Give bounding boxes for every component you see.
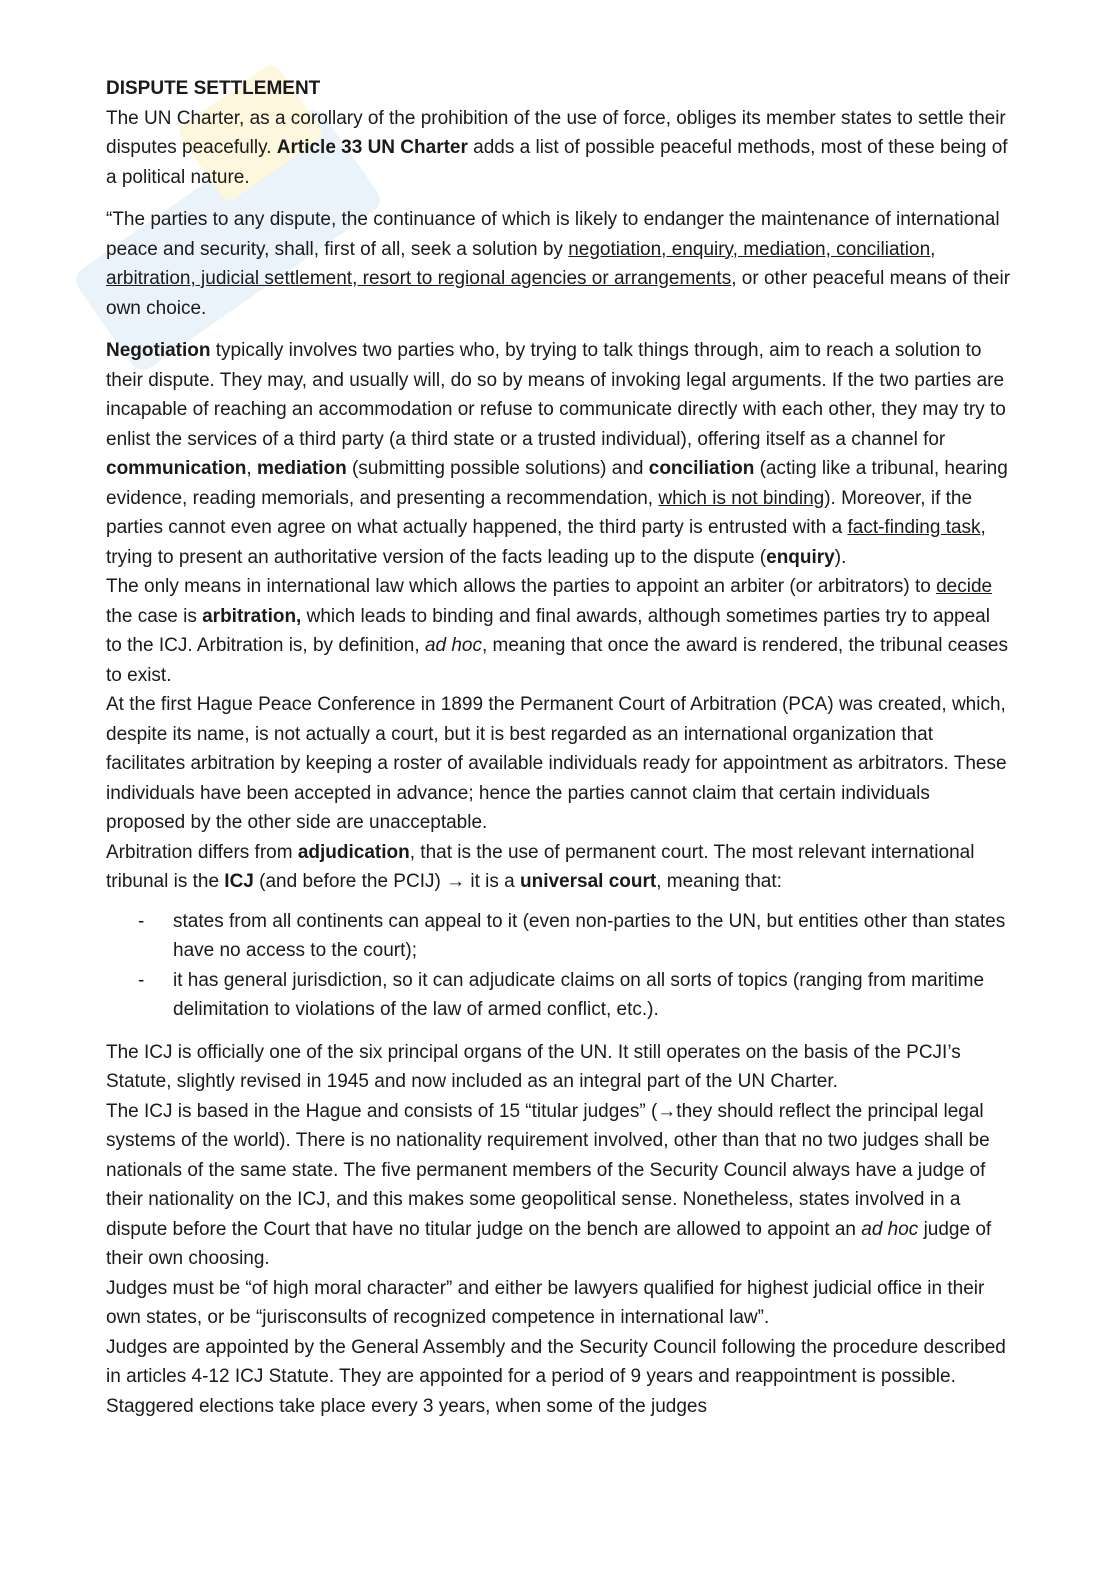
list-item: - states from all continents can appeal to it (even non-parties to the UN, but entities other than states have no access to the court); [106,907,1011,966]
intro-paragraph: The UN Charter, as a corollary of the prohibition of the use of force, obliges its member states to settle their disputes peacefully. Article 33 UN Charter adds a list of possible peaceful methods, most of these being of a political nature. [106,107,1008,188]
dash-marker: - [138,969,145,991]
dash-marker: - [138,910,145,932]
judges-appointment-paragraph: Judges are appointed by the General Assembly and the Security Council following the procedure described in articles 4-12 ICJ Statute. They are appointed for a period of 9 years and reappointment is possible. Staggered elections take place every 3 years, when some of the judges [106,1336,1006,1417]
section-heading: DISPUTE SETTLEMENT [106,78,321,99]
judges-quality-paragraph: Judges must be “of high moral character” and either be lawyers qualified for highest judicial office in their own states, or be “jurisconsults of recognized competence in international law”. [106,1277,985,1328]
icj-judges-paragraph: The ICJ is based in the Hague and consists of 15 “titular judges” (→they should reflect the principal legal systems of the world). There is no nationality requirement involved, other than that no two judges shall be nationals of the same state. The five permanent members of the Security Council always have a judge of their nationality on the ICJ, and this makes some geopolitical sense. Nonetheless, states involved in a dispute before the Court that have no titular judge on the bench are allowed to appoint an ad hoc judge of their own choosing. [106,1100,992,1269]
document-body [106,74,1011,1421]
universal-court-list [106,907,1011,1025]
negotiation-paragraph: Negotiation typically involves two parties who, by trying to talk things through, aim to reach a solution to their dispute. They may, and usually will, do so by means of invoking legal arguments. If the two parties are incapable of reaching an accommodation or refuse to communicate directly with each other, they may try to enlist the services of a third party (a third state or a trusted individual), offering itself as a channel for communication, mediation (submitting possible solutions) and conciliation (acting like a tribunal, hearing evidence, reading memorials, and presenting a recommendation, which is not binding). Moreover, if the parties cannot even agree on what actually happened, the third party is entrusted with a fact-finding task, trying to present an authoritative version of the facts leading up to the dispute (enquiry). [106,340,1008,568]
pca-paragraph: At the first Hague Peace Conference in 1899 the Permanent Court of Arbitration (PCA) was created, which, despite its name, is not actually a court, but it is best regarded as an international organization that facilitates arbitration by keeping a roster of available individuals ready for appointment as arbitrators. These individuals have been accepted in advance; hence the parties cannot claim that certain individuals proposed by the other side are unacceptable. [106,694,1007,833]
list-item: - it has general jurisdiction, so it can adjudicate claims on all sorts of topics (ranging from maritime delimitation to violations of the law of armed conflict, etc.). [106,966,1011,1025]
article-33-quote: “The parties to any dispute, the continuance of which is likely to endanger the maintenance of international peace and security, shall, first of all, seek a solution by negotiation, enquiry, mediation, conciliation, arbitration, judicial settlement, resort to regional agencies or arrangements, or other peaceful means of their own choice. [106,209,1011,319]
icj-organ-paragraph: The ICJ is officially one of the six principal organs of the UN. It still operates on the basis of the PCJI’s Statute, slightly revised in 1945 and now included as an integral part of the UN Charter. [106,1041,961,1092]
arbitration-paragraph: The only means in international law which allows the parties to appoint an arbiter (or arbitrators) to decide the case is arbitration, which leads to binding and final awards, although sometimes parties try to appeal to the ICJ. Arbitration is, by definition, ad hoc, meaning that once the award is rendered, the tribunal ceases to exist. [106,576,1008,686]
adjudication-paragraph: Arbitration differs from adjudication, that is the use of permanent court. The most relevant international tribunal is the ICJ (and before the PCIJ) → it is a universal court, meaning that: [106,841,975,892]
